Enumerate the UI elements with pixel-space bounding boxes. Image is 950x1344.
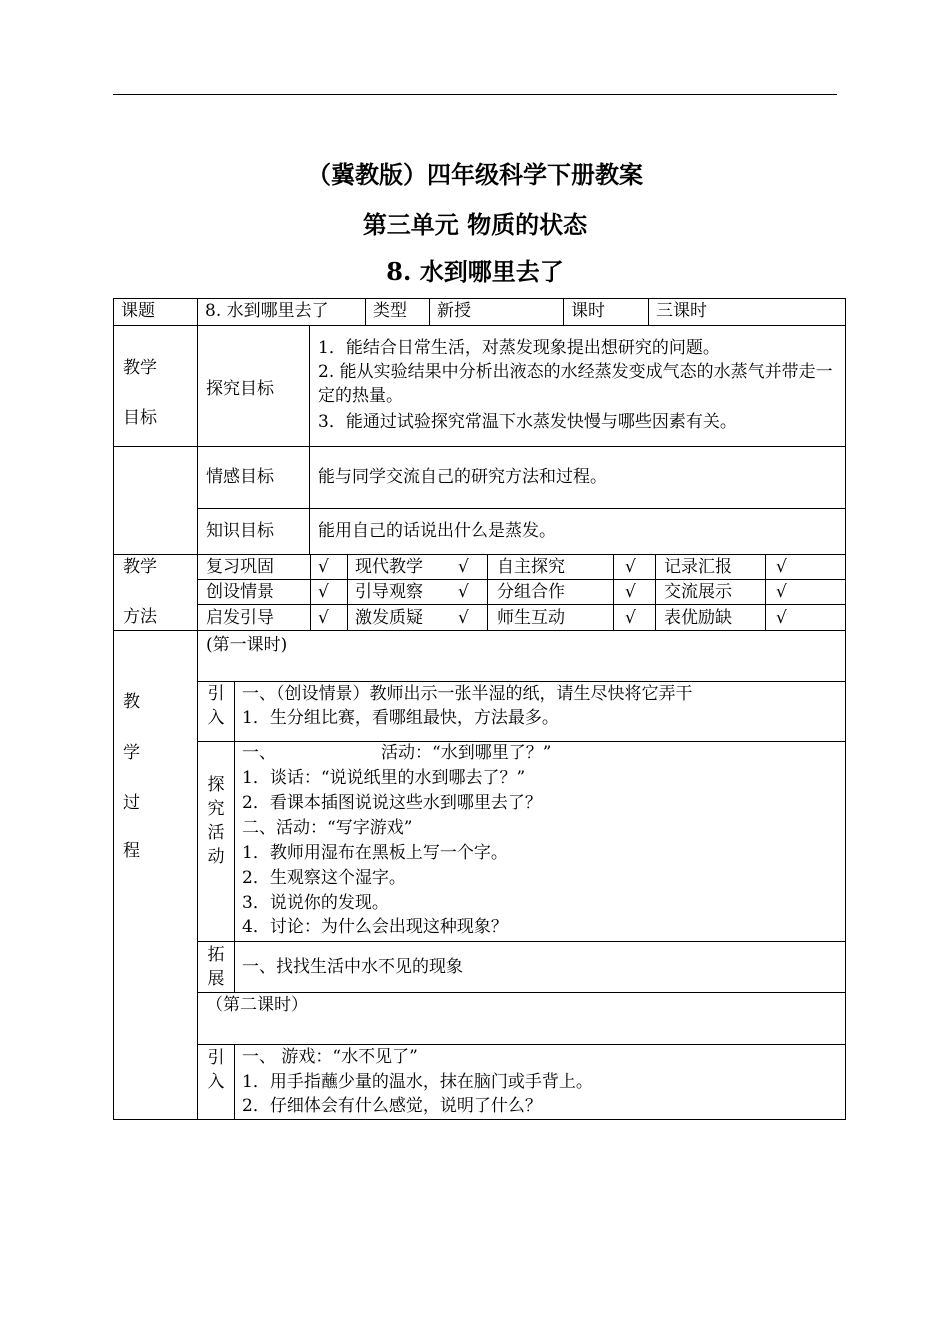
method-check: √ (458, 582, 469, 602)
process-section-label: 程 (123, 841, 140, 861)
process-section-label: 学 (123, 743, 140, 763)
method-cell: 表优励缺 (664, 608, 732, 628)
grid-line (234, 681, 235, 992)
method-cell: 自主探究 (497, 557, 565, 577)
explore-goal-label: 探究目标 (206, 379, 274, 399)
goals-section-label: 目标 (123, 408, 157, 428)
grid-line (113, 630, 846, 631)
method-cell: 交流展示 (664, 582, 732, 602)
intro2-line: 1．用手指蘸少量的温水，抹在脑门或手背上。 (242, 1072, 593, 1092)
grid-line (487, 554, 488, 630)
method-cell: 分组合作 (497, 582, 565, 602)
method-check: √ (625, 557, 636, 577)
process-section-label: 过 (123, 793, 140, 813)
grid-line (347, 554, 348, 630)
explore-line: 4．讨论：为什么会出现这种现象？ (242, 917, 508, 937)
emotion-goal-label: 情感目标 (206, 467, 274, 487)
method-check: √ (318, 582, 329, 602)
explore-line: 3．说说你的发现。 (242, 893, 389, 913)
grid-line (429, 298, 430, 325)
grid-line (113, 298, 114, 1120)
grid-line (113, 446, 846, 447)
grid-line (845, 298, 846, 1120)
explore-line: 活动：“水到哪里了？” (381, 743, 552, 763)
explore-goal-item: 1．能结合日常生活，对蒸发现象提出想研究的问题。 (318, 338, 720, 358)
grid-line (648, 298, 649, 325)
grid-line (197, 604, 846, 605)
method-check: √ (318, 608, 329, 628)
header-rule (113, 94, 837, 95)
method-cell: 现代教学 (355, 557, 423, 577)
method-check: √ (458, 608, 469, 628)
intro2-line: 2．仔细体会有什么感觉，说明了什么？ (242, 1096, 542, 1116)
method-cell: 复习巩固 (206, 557, 274, 577)
hours-value: 三课时 (656, 301, 707, 321)
method-check: √ (318, 557, 329, 577)
intro-line: 一、（创设情景）教师出示一张半湿的纸，请生尽快将它弄干 (242, 684, 693, 704)
goals-section-label: 教学 (123, 358, 157, 378)
method-check: √ (776, 557, 787, 577)
grid-line (655, 554, 656, 630)
intro2-label: 引入 (207, 1048, 225, 1092)
grid-line (613, 554, 614, 630)
methods-section-label: 教学 (123, 557, 157, 577)
explore-line: 一、 (242, 743, 276, 763)
type-label: 类型 (373, 301, 407, 321)
explore-line: 1．教师用湿布在黑板上写一个字。 (242, 843, 508, 863)
document-title: （冀教版）四年级科学下册教案 (307, 160, 643, 189)
explore-line: 2．看课本插图说说这些水到哪里去了？ (242, 793, 542, 813)
methods-section-label: 方法 (123, 607, 157, 627)
unit-title: 第三单元 物质的状态 (362, 210, 588, 239)
method-cell: 创设情景 (206, 582, 274, 602)
method-cell: 师生互动 (497, 608, 565, 628)
knowledge-goal-label: 知识目标 (206, 521, 274, 541)
extend-label: 拓展 (207, 945, 225, 989)
method-cell: 激发质疑 (355, 608, 423, 628)
grid-line (197, 298, 198, 1120)
grid-line (365, 298, 366, 325)
hours-label: 课时 (571, 301, 605, 321)
method-check: √ (625, 608, 636, 628)
explore-line: 2．生观察这个湿字。 (242, 868, 406, 888)
grid-line (563, 298, 564, 325)
explore-goal-item: 3．能通过试验探究常温下水蒸发快慢与哪些因素有关。 (318, 412, 737, 432)
explore-activity-label: 探究活动 (207, 775, 225, 867)
method-check: √ (776, 608, 787, 628)
explore-line: 1．谈话：“说说纸里的水到哪去了？” (242, 768, 526, 788)
extend-line: 一、找找生活中水不见的现象 (242, 957, 463, 977)
grid-line (309, 325, 310, 554)
process-section-label: 教 (123, 692, 140, 712)
grid-line (310, 554, 311, 630)
method-check: √ (625, 582, 636, 602)
grid-line (113, 325, 846, 326)
emotion-goal-value: 能与同学交流自己的研究方法和过程。 (318, 467, 607, 487)
lesson-title: 8. 水到哪里去了 (386, 257, 564, 286)
topic-label: 课题 (121, 301, 155, 321)
grid-line (234, 1044, 235, 1120)
method-cell: 引导观察 (355, 582, 423, 602)
grid-line (197, 508, 846, 509)
lesson2-label: （第二课时） (206, 995, 308, 1015)
method-check: √ (776, 582, 787, 602)
method-cell: 启发引导 (206, 608, 274, 628)
explore-line: 二、活动：“写字游戏” (242, 818, 413, 838)
intro-line: 1．生分组比赛，看哪组最快，方法最多。 (242, 708, 559, 728)
intro-label: 引入 (207, 684, 225, 728)
grid-line (113, 1119, 846, 1120)
lesson-plan-table (113, 298, 846, 1120)
grid-line (197, 941, 846, 942)
topic-value: 8. 水到哪里去了 (205, 301, 329, 321)
intro2-line: 一、 游戏：“水不见了” (242, 1047, 418, 1067)
explore-goal-item: 2. 能从实验结果中分析出液态的水经蒸发变成气态的水蒸气并带走一定的热量。 (318, 362, 833, 406)
grid-line (765, 554, 766, 630)
method-check: √ (458, 557, 469, 577)
type-value: 新授 (437, 301, 471, 321)
method-cell: 记录汇报 (664, 557, 732, 577)
knowledge-goal-value: 能用自己的话说出什么是蒸发。 (318, 521, 556, 541)
lesson1-label: (第一课时) (206, 635, 288, 655)
